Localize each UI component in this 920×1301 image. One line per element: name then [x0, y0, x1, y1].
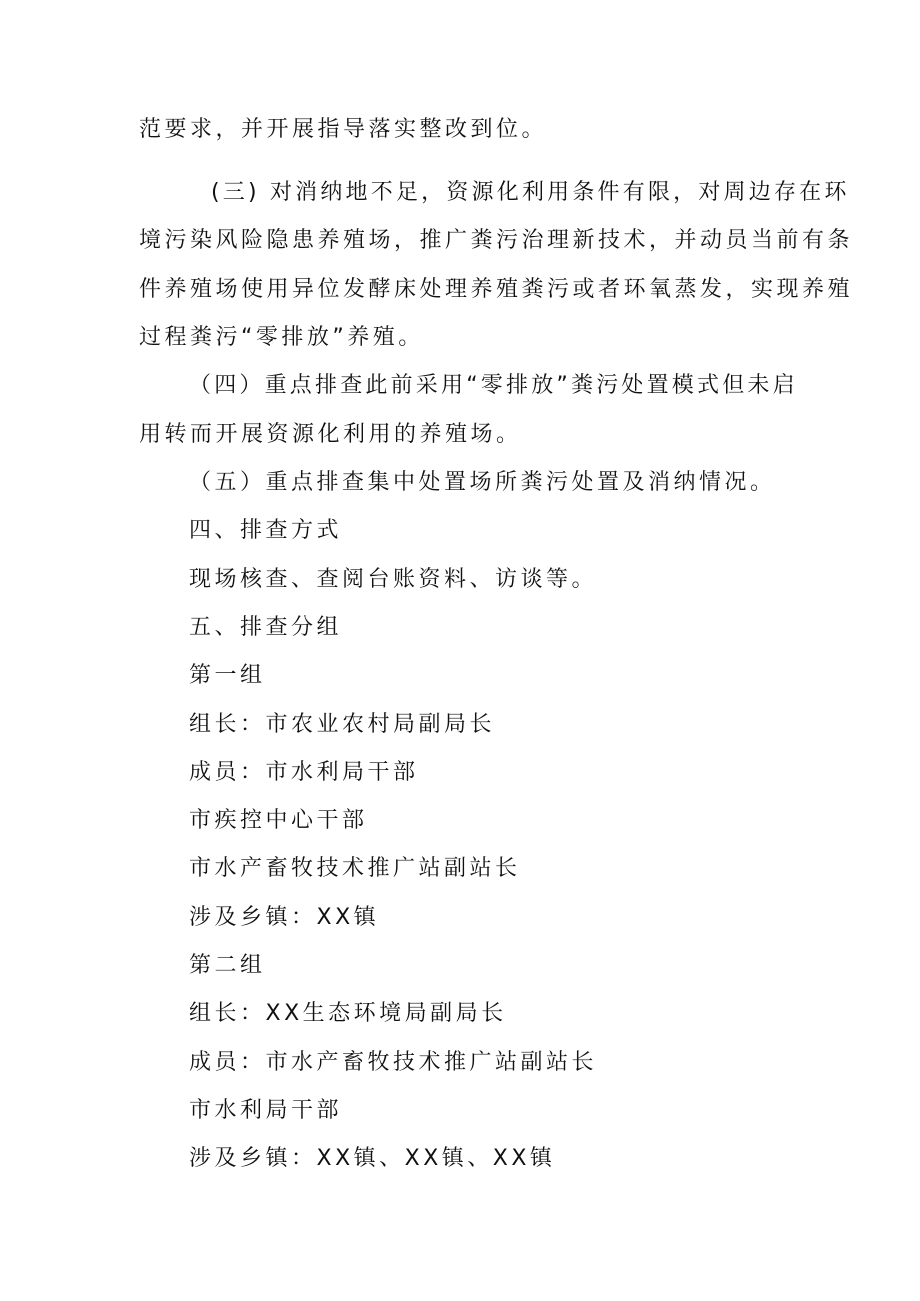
- paragraph-line: 范要求，并开展指导落实整改到位。: [139, 117, 548, 142]
- paragraph-line: 成员：市水产畜牧技术推广站副站长: [189, 1050, 598, 1075]
- paragraph-line: 市水产畜牧技术推广站副站长: [189, 856, 521, 881]
- group-heading: 第二组: [189, 953, 266, 978]
- paragraph-line: 市水利局干部: [189, 1098, 343, 1123]
- paragraph-line: 市疾控中心干部: [189, 808, 368, 833]
- paragraph-line: （四）重点排查此前采用“零排放”粪污处置模式但未启: [189, 373, 798, 398]
- paragraph-line: 境污染风险隐患养殖场，推广粪污治理新技术，并动员当前有条: [139, 228, 854, 253]
- paragraph-line: （五）重点排查集中处置场所粪污处置及消纳情况。: [189, 470, 776, 495]
- section-heading: 五、排查分组: [189, 615, 343, 640]
- paragraph-line: 过程粪污“零排放”养殖。: [139, 325, 424, 350]
- paragraph-line: 组长：市农业农村局副局长: [189, 712, 496, 737]
- paragraph-line: 用转而开展资源化利用的养殖场。: [139, 422, 522, 447]
- paragraph-line: 涉及乡镇：XX镇: [189, 905, 380, 930]
- paragraph-line: 现场核查、查阅台账资料、访谈等。: [189, 567, 598, 592]
- paragraph-line: 件养殖场使用异位发酵床处理养殖粪污或者环氧蒸发，实现养殖: [139, 277, 854, 302]
- group-heading: 第一组: [189, 663, 266, 688]
- paragraph-line: 成员：市水利局干部: [189, 760, 419, 785]
- paragraph-line: (三) 对消纳地不足，资源化利用条件有限，对周边存在环: [211, 180, 850, 205]
- paragraph-line: 组长：XX生态环境局副局长: [189, 1001, 507, 1026]
- paragraph-line: 涉及乡镇：XX镇、XX镇、XX镇: [189, 1146, 556, 1171]
- section-heading: 四、排查方式: [189, 518, 343, 543]
